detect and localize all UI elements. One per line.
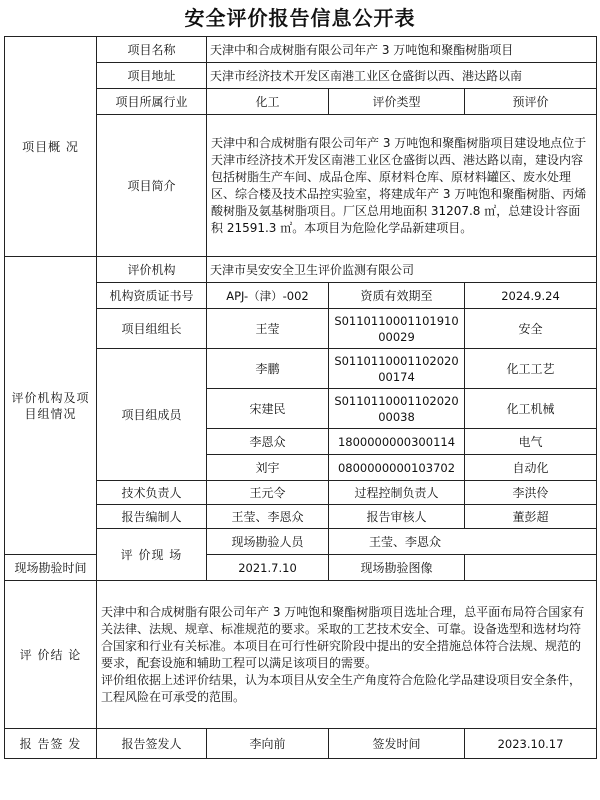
- leader-cert: S011011000110191000029: [329, 309, 465, 349]
- conclusion-paragraph-2: 评价组依据上述评价结果，认为本项目从安全生产角度符合危险化学品建设项目安全条件，工程风险在可承受的范围。: [101, 672, 582, 704]
- member-name: 李恩众: [207, 429, 329, 455]
- issue-time-label: 签发时间: [329, 729, 465, 759]
- section-conclusion: 评 价结 论: [5, 581, 97, 729]
- process-control-label: 过程控制负责人: [329, 481, 465, 505]
- eval-type-label: 评价类型: [329, 89, 465, 115]
- member-specialty: 化工工艺: [465, 349, 597, 389]
- project-name-value: 天津中和合成树脂有限公司年产 3 万吨饱和聚酯树脂项目: [207, 37, 597, 63]
- member-name: 李鹏: [207, 349, 329, 389]
- project-intro-label: 项目简介: [97, 115, 207, 257]
- member-cert: S011011000110202000174: [329, 349, 465, 389]
- member-specialty: 电气: [465, 429, 597, 455]
- member-name: 刘宇: [207, 455, 329, 481]
- project-intro-value: 天津中和合成树脂有限公司年产 3 万吨饱和聚酯树脂项目建设地点位于天津市经济技术开发区南港工业区仓盛街以西、港达路以南，建设内容包括树脂生产车间、成品仓库、原材料仓库、原材料罐区、废水处理区、综合楼及技术品控实验室，将建成年产 3 万吨饱和聚酯树脂、丙烯酸树脂及氨基树脂项目。厂区总用地面积 31207.8 ㎡，总建设计容面积 21591.3 ㎡。本项目为危险化学品新建项目。: [207, 115, 597, 257]
- member-cert: 0800000000103702: [329, 455, 465, 481]
- info-table: [4, 36, 597, 759]
- process-control-value: 李洪伶: [465, 481, 597, 505]
- section-signoff: 报 告签 发: [5, 729, 97, 759]
- project-industry-label: 项目所属行业: [97, 89, 207, 115]
- survey-time-label: 现场勘验时间: [5, 555, 97, 581]
- validity-label: 资质有效期至: [329, 283, 465, 309]
- project-industry-value: 化工: [207, 89, 329, 115]
- reviewer-label: 报告审核人: [329, 505, 465, 529]
- eval-type-value: 预评价: [465, 89, 597, 115]
- surveyor-value: 王莹、李恩众: [329, 529, 597, 555]
- tech-lead-value: 王元令: [207, 481, 329, 505]
- org-label: 评价机构: [97, 257, 207, 283]
- member-name: 宋建民: [207, 389, 329, 429]
- project-address-label: 项目地址: [97, 63, 207, 89]
- member-cert: S011011000110202000038: [329, 389, 465, 429]
- tech-lead-label: 技术负责人: [97, 481, 207, 505]
- issue-time-value: 2023.10.17: [465, 729, 597, 759]
- survey-image-cell: [465, 555, 597, 581]
- member-specialty: 化工机械: [465, 389, 597, 429]
- project-address-value: 天津市经济技术开发区南港工业区仓盛街以西、港达路以南: [207, 63, 597, 89]
- validity-value: 2024.9.24: [465, 283, 597, 309]
- section-site: 评 价现 场: [97, 529, 207, 581]
- survey-image-label: 现场勘验图像: [329, 555, 465, 581]
- cert-label: 机构资质证书号: [97, 283, 207, 309]
- member-specialty: 自动化: [465, 455, 597, 481]
- page-title: 安全评价报告信息公开表: [184, 6, 416, 30]
- issuer-value: 李向前: [207, 729, 329, 759]
- conclusion-text: [97, 581, 597, 729]
- project-name-label: 项目名称: [97, 37, 207, 63]
- org-value: 天津市昊安安全卫生评价监测有限公司: [207, 257, 597, 283]
- members-label: 项目组成员: [97, 349, 207, 481]
- section-institution: 评价机构及项目组情况: [5, 257, 97, 555]
- leader-specialty: 安全: [465, 309, 597, 349]
- leader-label: 项目组组长: [97, 309, 207, 349]
- compiler-label: 报告编制人: [97, 505, 207, 529]
- issuer-label: 报告签发人: [97, 729, 207, 759]
- survey-time-value: 2021.7.10: [207, 555, 329, 581]
- member-cert: 1800000000300114: [329, 429, 465, 455]
- cert-value: APJ-（津）-002: [207, 283, 329, 309]
- section-project-overview: 项目概 况: [5, 37, 97, 257]
- reviewer-value: 董彭超: [465, 505, 597, 529]
- surveyor-label: 现场勘验人员: [207, 529, 329, 555]
- leader-name: 王莹: [207, 309, 329, 349]
- conclusion-paragraph-1: 天津中和合成树脂有限公司年产 3 万吨饱和聚酯树脂项目选址合理，总平面布局符合国家有关法律、法规、规章、标准规范的要求。采取的工艺技术安全、可靠。设备选型和选材均符合国家和行业有关标准。本项目在可行性研究阶段中提出的安全措施总体符合法规、规范的要求，配套设施和辅助工程可以满足该项目的需要。: [101, 604, 585, 670]
- compiler-value: 王莹、李恩众: [207, 505, 329, 529]
